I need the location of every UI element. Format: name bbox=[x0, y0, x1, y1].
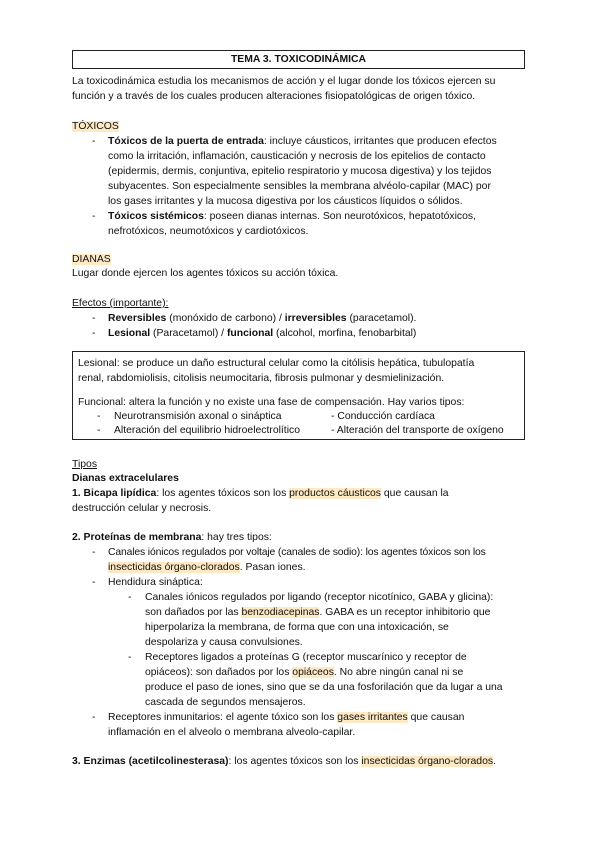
section-3-line: 3. Enzimas (acetilcolinesterasa): los agentes tóxicos son los insecticidas órgano-clorados. bbox=[72, 756, 496, 767]
box-line-1: Lesional: se produce un daño estructural celular como la citólisis hepática, tubulopatía bbox=[78, 358, 475, 369]
toxicos-item-1-line-2: como la irritación, inflamación, causticación y necrosis de los epitelios de contacto bbox=[108, 151, 486, 162]
channel-3-line-1: Receptores inmunitarios: el agente tóxico son los gases irritantes que causan bbox=[108, 712, 465, 723]
channel-1-line-1: Canales iónicos regulados por voltaje (canales de sodio): los agentes tóxicos son los bbox=[108, 547, 486, 558]
efectos-row-1: Reversibles (monóxido de carbono) / irreversibles (paracetamol). bbox=[108, 313, 417, 324]
page-title: TEMA 3. TOXICODINÁMICA bbox=[72, 50, 525, 69]
toxicos-item-1-line-5: los gases irritantes y la mucosa digestiva por los cáusticos líquidos o sólidos. bbox=[108, 196, 463, 207]
bullet-dash: - bbox=[92, 313, 96, 324]
bullet-dash: - bbox=[92, 328, 96, 339]
toxicos-item-1-line-3: (epidermis, dermis, conjuntiva, epitelio respiratorio y mucosa digestiva) y los tejidos bbox=[108, 166, 492, 177]
sub-1-line-2: son dañados por las benzodiacepinas. GABA es un receptor inhibitorio que bbox=[145, 607, 491, 618]
dianas-heading: DIANAS bbox=[72, 254, 111, 265]
bullet-dash: - bbox=[92, 712, 96, 723]
box-col-a-2: Alteración del equilibrio hidroelectrolítico bbox=[114, 425, 300, 436]
sub-1-line-4: despolariza y causa convulsiones. bbox=[145, 637, 303, 648]
box-col-b-1: - Conducción cardíaca bbox=[331, 411, 435, 422]
box-col-a-1: Neurotransmisión axonal o sináptica bbox=[114, 411, 282, 422]
efectos-row-2: Lesional (Paracetamol) / funcional (alcohol, morfina, fenobarbital) bbox=[108, 328, 417, 339]
box-col-b-2: - Alteración del transporte de oxígeno bbox=[331, 425, 504, 436]
bullet-dash: - bbox=[92, 136, 96, 147]
bullet-dash: - bbox=[92, 547, 96, 558]
sub-2-line-1: Receptores ligados a proteínas G (receptor muscarínico y receptor de bbox=[145, 652, 467, 663]
sub-2-line-4: cascada de segundos mensajeros. bbox=[145, 697, 306, 708]
toxicos-heading: TÓXICOS bbox=[72, 121, 119, 132]
bullet-dash: - bbox=[128, 652, 132, 663]
sub-2-line-2: opiáceos): son dañados por los opiáceos. No abre ningún canal ni se bbox=[145, 667, 464, 678]
box-line-3: Funcional: altera la función y no existe una fase de compensación. Hay varios tipos: bbox=[78, 397, 465, 408]
toxicos-item-1-line-4: subyacentes. Son especialmente sensibles la membrana alvéolo-capilar (MAC) por bbox=[108, 181, 491, 192]
efectos-heading: Efectos (importante): bbox=[72, 298, 169, 309]
channel-2: Hendidura sináptica: bbox=[108, 577, 203, 588]
section-2-heading: 2. Proteínas de membrana: hay tres tipos: bbox=[72, 532, 272, 543]
toxicos-item-2-line-1: Tóxicos sistémicos: poseen dianas internas. Son neurotóxicos, hepatotóxicos, bbox=[108, 211, 476, 222]
bullet-dash: - bbox=[97, 411, 101, 422]
sub-2-line-3: produce el paso de iones, sino que se da una fosforilación que da lugar a una bbox=[145, 682, 503, 693]
intro-line-1: La toxicodinámica estudia los mecanismos de acción y el lugar donde los tóxicos ejercen su bbox=[72, 76, 496, 87]
section-1-line-2: destrucción celular y necrosis. bbox=[72, 503, 212, 514]
channel-3-line-2: inflamación en el alveolo o membrana alveolo-capilar. bbox=[108, 727, 356, 738]
tipos-heading: Tipos bbox=[72, 459, 98, 470]
bullet-dash: - bbox=[128, 592, 132, 603]
intro-line-2: función y a través de los cuales producen alteraciones fisiopatológicas de origen tóxico. bbox=[72, 91, 476, 102]
dianas-line: Lugar donde ejercen los agentes tóxicos su acción tóxica. bbox=[72, 268, 339, 279]
channel-1-line-2: insecticidas órgano-clorados. Pasan iones. bbox=[108, 562, 306, 573]
bullet-dash: - bbox=[97, 425, 101, 436]
sub-1-line-3: hiperpolariza la membrana, de forma que con una intoxicación, se bbox=[145, 622, 449, 633]
toxicos-item-1-line-1: Tóxicos de la puerta de entrada: incluye cáusticos, irritantes que producen efectos bbox=[108, 136, 497, 147]
section-1-line-1: 1. Bicapa lipídica: los agentes tóxicos son los productos cáusticos que causan la bbox=[72, 488, 449, 499]
bullet-dash: - bbox=[92, 211, 96, 222]
tipos-subheading: Dianas extracelulares bbox=[72, 473, 179, 484]
box-line-2: renal, rabdomiolisis, citolisis neumocitaria, fibrosis pulmonar y desmielinización. bbox=[78, 373, 445, 384]
toxicos-item-2-line-2: nefrotóxicos, neumotóxicos y cardiotóxicos. bbox=[108, 226, 309, 237]
bullet-dash: - bbox=[92, 577, 96, 588]
sub-1-line-1: Canales iónicos regulados por ligando (receptor nicotínico, GABA y glicina): bbox=[145, 592, 494, 603]
